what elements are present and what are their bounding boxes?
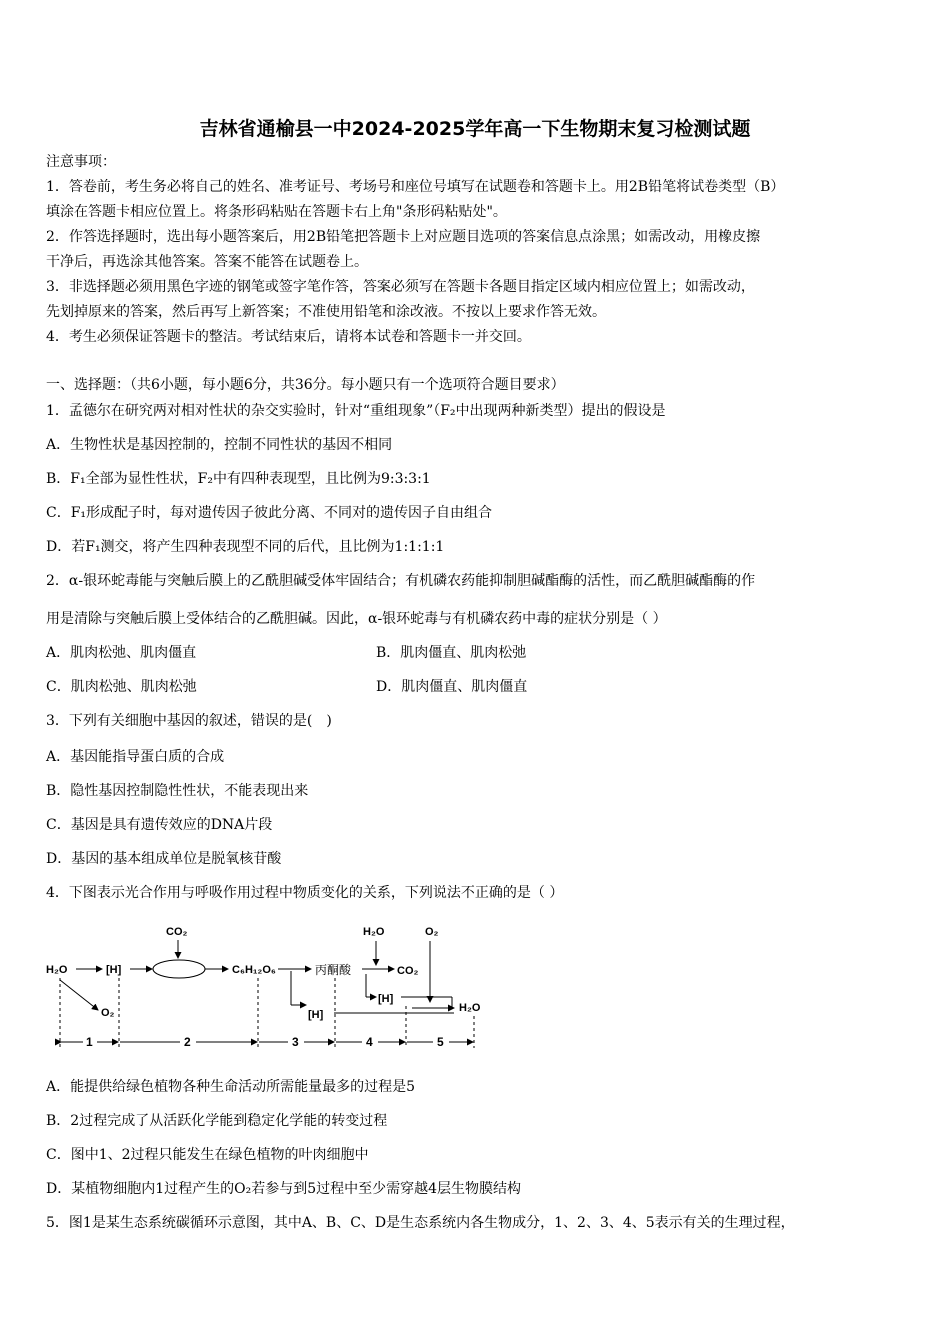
diagram-label-h2o-end: H₂O [459, 1002, 481, 1014]
q2-stem: 2．α-银环蛇毒能与突触后膜上的乙酰胆碱受体牢固结合；有机磷农药能抑制胆碱酯酶的活性，而乙酰胆碱酯酶的作 [46, 573, 756, 589]
diagram-label-pyruvate: 丙酮酸 [315, 963, 352, 977]
q2-option-d: D．肌肉僵直、肌肉僵直 [376, 679, 528, 695]
q3-option-b: B．隐性基因控制隐性性状，不能表现出来 [46, 783, 309, 799]
diagram-label-h-mid: [H] [378, 993, 394, 1005]
q5-stem: 5．图1是某生态系统碳循环示意图，其中A、B、C、D是生态系统内各生物成分，1、2、3、4、5表示有关的生理过程， [46, 1215, 795, 1231]
notice-line: 4．考生必须保证答题卡的整洁。考试结束后，请将本试卷和答题卡一并交回。 [46, 329, 531, 345]
notice-line: 干净后，再选涂其他答案。答案不能答在试题卷上。 [46, 254, 368, 270]
q3-option-d: D．基因的基本组成单位是脱氧核苷酸 [46, 851, 282, 867]
diagram-label-h-low: [H] [308, 1009, 324, 1021]
diagram-label-h2o-top: H₂O [363, 926, 385, 938]
diagram-label-glucose: C₆H₁₂O₆ [232, 964, 276, 976]
photosynthesis-respiration-diagram [40, 918, 500, 1058]
section-heading: 一、选择题：（共6小题，每小题6分，共36分。每小题只有一个选项符合题目要求） [46, 377, 565, 393]
notice-line: 2．作答选择题时，选出每小题答案后，用2B铅笔把答题卡上对应题目选项的答案信息点涂黑；如需改动，用橡皮擦 [46, 229, 761, 245]
q1-option-d: D．若F₁测交，将产生四种表现型不同的后代，且比例为1:1:1:1 [46, 539, 445, 555]
q4-option-c: C．图中1、2过程只能发生在绿色植物的叶肉细胞中 [46, 1147, 369, 1163]
notice-line: 3．非选择题必须用黑色字迹的钢笔或签字笔作答，答案必须写在答题卡各题目指定区域内相应位置上；如需改动， [46, 279, 755, 295]
diagram-label-co2: CO₂ [166, 926, 188, 938]
diagram-stage-4: 4 [366, 1035, 373, 1049]
diagram-label-h: [H] [106, 964, 122, 976]
q1-option-a: A．生物性状是基因控制的，控制不同性状的基因不相同 [46, 437, 393, 453]
q1-option-b: B．F₁全部为显性性状，F₂中有四种表现型，且比例为9:3:3:1 [46, 471, 431, 487]
diagram-label-co2-right: CO₂ [397, 965, 419, 977]
diagram-stage-2: 2 [184, 1035, 191, 1049]
q1-option-c: C．F₁形成配子时，每对遗传因子彼此分离、不同对的遗传因子自由组合 [46, 505, 493, 521]
q2-option-b: B．肌肉僵直、肌肉松弛 [376, 645, 527, 661]
diagram-label-h2o: H₂O [46, 964, 68, 976]
notice-heading: 注意事项： [46, 154, 116, 170]
notice-line: 1．答卷前，考生务必将自己的姓名、准考证号、考场号和座位号填写在试题卷和答题卡上。用2B铅笔将试卷类型（B） [46, 179, 785, 195]
q2-option-c: C．肌肉松弛、肌肉松弛 [46, 679, 197, 695]
q4-option-a: A．能提供给绿色植物各种生命活动所需能量最多的过程是5 [46, 1079, 416, 1095]
q4-option-b: B．2过程完成了从活跃化学能到稳定化学能的转变过程 [46, 1113, 388, 1129]
notice-line: 填涂在答题卡相应位置上。将条形码粘贴在答题卡右上角"条形码粘贴处"。 [46, 204, 507, 220]
notice-line: 先划掉原来的答案，然后再写上新答案；不准使用铅笔和涂改液。不按以上要求作答无效。 [46, 304, 606, 320]
q3-option-c: C．基因是具有遗传效应的DNA片段 [46, 817, 273, 833]
q1-stem: 1．孟德尔在研究两对相对性状的杂交实验时，针对“重组现象”（F₂中出现两种新类型）提出的假设是 [46, 403, 666, 419]
diagram-label-o2: O₂ [101, 1007, 115, 1019]
q2-stem-cont: 用是清除与突触后膜上受体结合的乙酰胆碱。因此，α-银环蛇毒与有机磷农药中毒的症状分别是（ ） [46, 611, 667, 627]
page-title: 吉林省通榆县一中2024-2025学年高一下生物期末复习检测试题 [199, 118, 751, 140]
diagram-stage-5: 5 [437, 1035, 444, 1049]
q4-stem: 4．下图表示光合作用与呼吸作用过程中物质变化的关系，下列说法不正确的是（ ） [46, 885, 564, 901]
q2-option-a: A．肌肉松弛、肌肉僵直 [46, 645, 197, 661]
q4-option-d: D．某植物细胞内1过程产生的O₂若参与到5过程中至少需穿越4层生物膜结构 [46, 1181, 522, 1197]
q3-option-a: A．基因能指导蛋白质的合成 [46, 749, 225, 765]
diagram-label-o2-top: O₂ [425, 926, 439, 938]
diagram-stage-3: 3 [292, 1035, 299, 1049]
q3-stem: 3．下列有关细胞中基因的叙述，错误的是( ) [46, 713, 332, 729]
diagram-stage-1: 1 [86, 1035, 93, 1049]
